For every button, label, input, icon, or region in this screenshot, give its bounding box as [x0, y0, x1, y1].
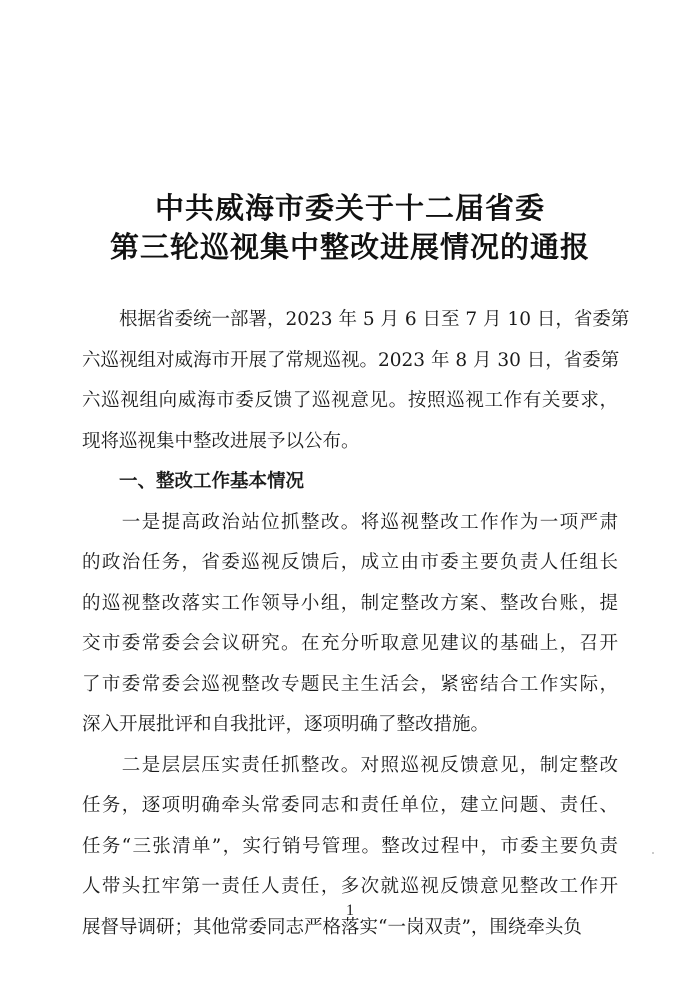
paragraph-line: 二是层层压实责任抓整改。对照巡视反馈意见，制定整改: [82, 755, 618, 776]
intro-line: 根据省委统一部署，2023 年 5 月 6 日至 7 月 10 日，省委第: [82, 309, 630, 330]
paragraph-line: 任务，逐项明确牵头常委同志和责任单位，建立问题、责任、: [82, 795, 618, 816]
document-title-line-2: 第三轮巡视集中整改进展情况的通报: [109, 230, 590, 264]
intro-line: 六巡视组向威海市委反馈了巡视意见。按照巡视工作有关要求，: [82, 390, 618, 411]
paragraph-line: 展督导调研；其他常委同志严格落实“一岗双责”，围绕牵头负: [82, 917, 582, 938]
paragraph-line: 了市委常委会巡视整改专题民主生活会，紧密结合工作实际，: [82, 674, 618, 695]
intro-line: 六巡视组对威海市开展了常规巡视。2023 年 8 月 30 日，省委第: [82, 350, 620, 371]
section-heading: 一、整改工作基本情况: [82, 471, 305, 492]
page-number: 1: [346, 902, 354, 919]
scan-speck: [652, 852, 654, 854]
paragraph-line: 的政治任务，省委巡视反馈后，成立由市委主要负责人任组长: [82, 552, 618, 573]
paragraph-line: 深入开展批评和自我批评，逐项明确了整改措施。: [82, 714, 490, 735]
paragraph-line: 的巡视整改落实工作领导小组，制定整改方案、整改台账，提: [82, 593, 618, 614]
paragraph-line: 人带头扛牢第一责任人责任，多次就巡视反馈意见整改工作开: [82, 876, 618, 897]
paragraph-line: 一是提高政治站位抓整改。将巡视整改工作作为一项严肃: [82, 512, 618, 533]
paragraph-line: 任务“三张清单”，实行销号管理。整改过程中，市委主要负责: [82, 836, 618, 857]
intro-line: 现将巡视集中整改进展予以公布。: [82, 431, 360, 452]
paragraph-line: 交市委常委会会议研究。在充分听取意见建议的基础上，召开: [82, 633, 618, 654]
document-title-line-1: 中共威海市委关于十二届省委: [154, 191, 545, 225]
